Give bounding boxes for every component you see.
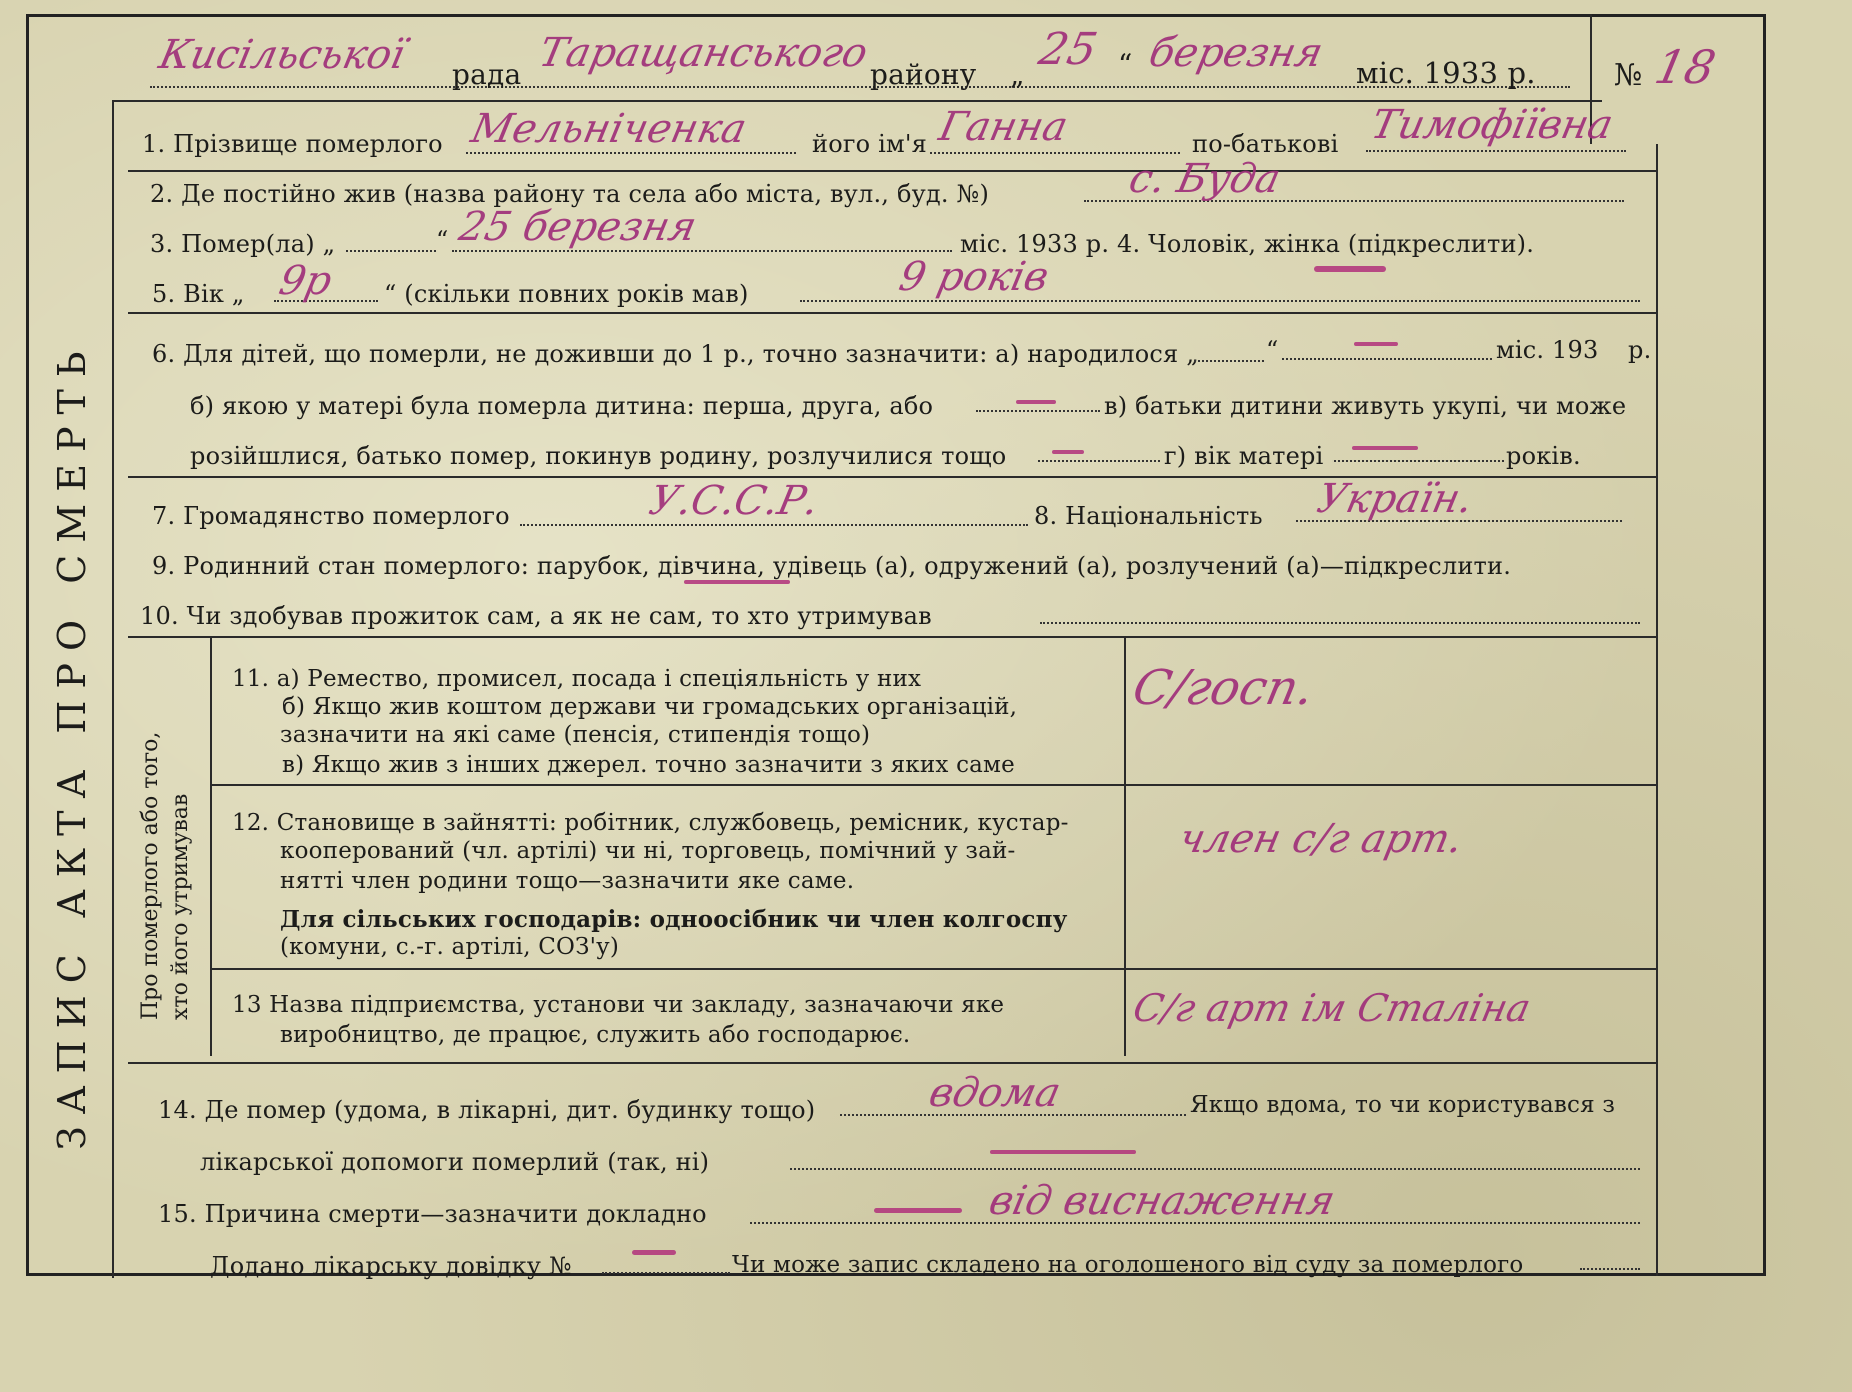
f12-line1: 12. Становище в зайнятті: робітник, службовець, ремісник, кустар- (232, 810, 1069, 836)
month-handwriting: березня (1145, 30, 1327, 76)
f15-label: 15. Причина смерти—зазначити докладно (158, 1200, 707, 1228)
f12-line5: (комуни, с.-г. артілі, СОЗ'у) (280, 934, 620, 960)
f14-line2: лікарської допомоги померлий (так, ні) (200, 1148, 710, 1176)
f8-label: 8. Національність (1034, 502, 1263, 530)
f8-nationality-handwriting: Україн. (1313, 476, 1477, 522)
f1-name-label: його ім'я (812, 130, 927, 158)
f11-line4: в) Якщо жив з інших джерел. точно зазначити з яких саме (282, 752, 1015, 778)
f16-tail: Чи може запис складено на оголошеного від суду за померлого (732, 1252, 1524, 1278)
district-handwriting: Таращанського (535, 30, 872, 76)
side-group-label (136, 732, 196, 1020)
f2-label: 2. Де постійно жив (назва району та села або міста, вул., буд. №) (150, 180, 990, 208)
f11-line1: 11. а) Ремество, промисел, посада і спеціяльність у них (232, 666, 922, 692)
f1-surname-handwriting: Мельніченка (467, 106, 751, 152)
f16-label: Додано лікарську довідку № (210, 1252, 572, 1280)
f6-line2a: б) якою у матері була померла дитина: перша, друга, або (190, 392, 934, 420)
f15-cause-handwriting: від виснаження (985, 1178, 1339, 1224)
f3-label: 3. Помер(ла) „ (150, 230, 336, 258)
f6-line2b: в) батьки дитини живуть укупі, чи може (1104, 392, 1627, 420)
f11-line3: зазначити на які саме (пенсія, стипендія тощо) (280, 722, 871, 748)
f6-line1-quote: “ (1266, 336, 1279, 364)
f12-line2: кооперований (чл. артілі) чи ні, торговець, помічний у зай- (280, 838, 1016, 864)
f12-position-handwriting: член с/г арт. (1175, 816, 1467, 862)
day-close-quote: “ (1118, 48, 1133, 81)
f11-line2: б) Якщо жив коштом держави чи громадських організацій, (282, 694, 1018, 720)
f3-date-handwriting: 25 березня (455, 204, 701, 250)
f3-quote-close: “ (436, 226, 449, 254)
female-underline-mark (1314, 266, 1386, 272)
f13-workplace-handwriting: С/г арт ім Сталіна (1129, 986, 1535, 1030)
f14-line1: 14. Де помер (удома, в лікарні, дит. будинку тощо) (158, 1096, 816, 1124)
rada-label: рада (452, 58, 522, 91)
f12-line3: нятті член родини тощо—зазначити яке саме. (280, 868, 855, 894)
f5-age-handwriting: 9р (275, 258, 336, 304)
f6-line3c: років. (1506, 442, 1581, 470)
f2-residence-handwriting: с. Буда (1125, 156, 1285, 202)
f14-line1b: Якщо вдома, то чи користувався з (1190, 1092, 1616, 1118)
f1-patronymic-handwriting: Тимофіївна (1367, 102, 1617, 148)
f7-citizenship-handwriting: У.С.С.Р. (645, 478, 823, 524)
f1-patronymic-label: по-батькові (1192, 130, 1339, 158)
f14-place-handwriting: вдома (925, 1070, 1065, 1116)
f7-label: 7. Громадянство померлого (152, 502, 510, 530)
f13-line2: виробництво, де працює, служить або господарює. (280, 1022, 911, 1048)
f5-tail-label: “ (скільки повних років мав) (384, 280, 749, 308)
record-number-handwriting: 18 (1650, 40, 1721, 94)
day-handwriting: 25 (1034, 24, 1102, 75)
f6-line3a: розійшлися, батько помер, покинув родину, розлучилися тощо (190, 442, 1007, 470)
day-open-quote: „ (1010, 58, 1025, 91)
f3-month-year-and-sex-label: міс. 1933 р. 4. Чоловік, жінка (підкреслити). (960, 230, 1535, 258)
f10-label: 10. Чи здобував прожиток сам, а як не сам, то хто утримував (140, 602, 932, 630)
record-number-label: № (1614, 58, 1643, 93)
rayon-label: району (870, 58, 977, 91)
side-title: ЗАПИС АКТА ПРО СМЕРТЬ (50, 339, 94, 1150)
month-year-label: міс. 1933 р. (1356, 56, 1536, 90)
f6-line3b: г) вік матері (1164, 442, 1324, 470)
f9-label: 9. Родинний стан померлого: парубок, дівчина, удівець (а), одружений (а), розлучений (а)—підкреслити. (152, 552, 1512, 580)
f5-label: 5. Вік „ (152, 280, 245, 308)
council-handwriting: Кисільської (155, 32, 409, 78)
f11-occupation-handwriting: С/госп. (1128, 660, 1320, 716)
f12-line4: Для сільських господарів: одноосібник чи член колгоспу (280, 906, 1068, 933)
side-group-line1: Про померлого або того, (138, 731, 163, 1020)
side-group-line2: хто його утримував (168, 793, 193, 1020)
girl-underline-mark (684, 580, 790, 584)
f13-line1: 13 Назва підприємства, установи чи закладу, зазначаючи яке (232, 992, 1005, 1018)
f5-years-handwriting: 9 років (895, 254, 1053, 300)
f6-line1: 6. Для дітей, що померли, не доживши до 1 р., точно зазначити: а) народилося „ (152, 340, 1199, 368)
f6-line1-r: р. (1628, 336, 1652, 364)
f1-name-handwriting: Ганна (935, 104, 1072, 150)
f1-label: 1. Прізвище померлого (142, 130, 443, 158)
f6-line1-month: міс. 193 (1496, 336, 1599, 364)
